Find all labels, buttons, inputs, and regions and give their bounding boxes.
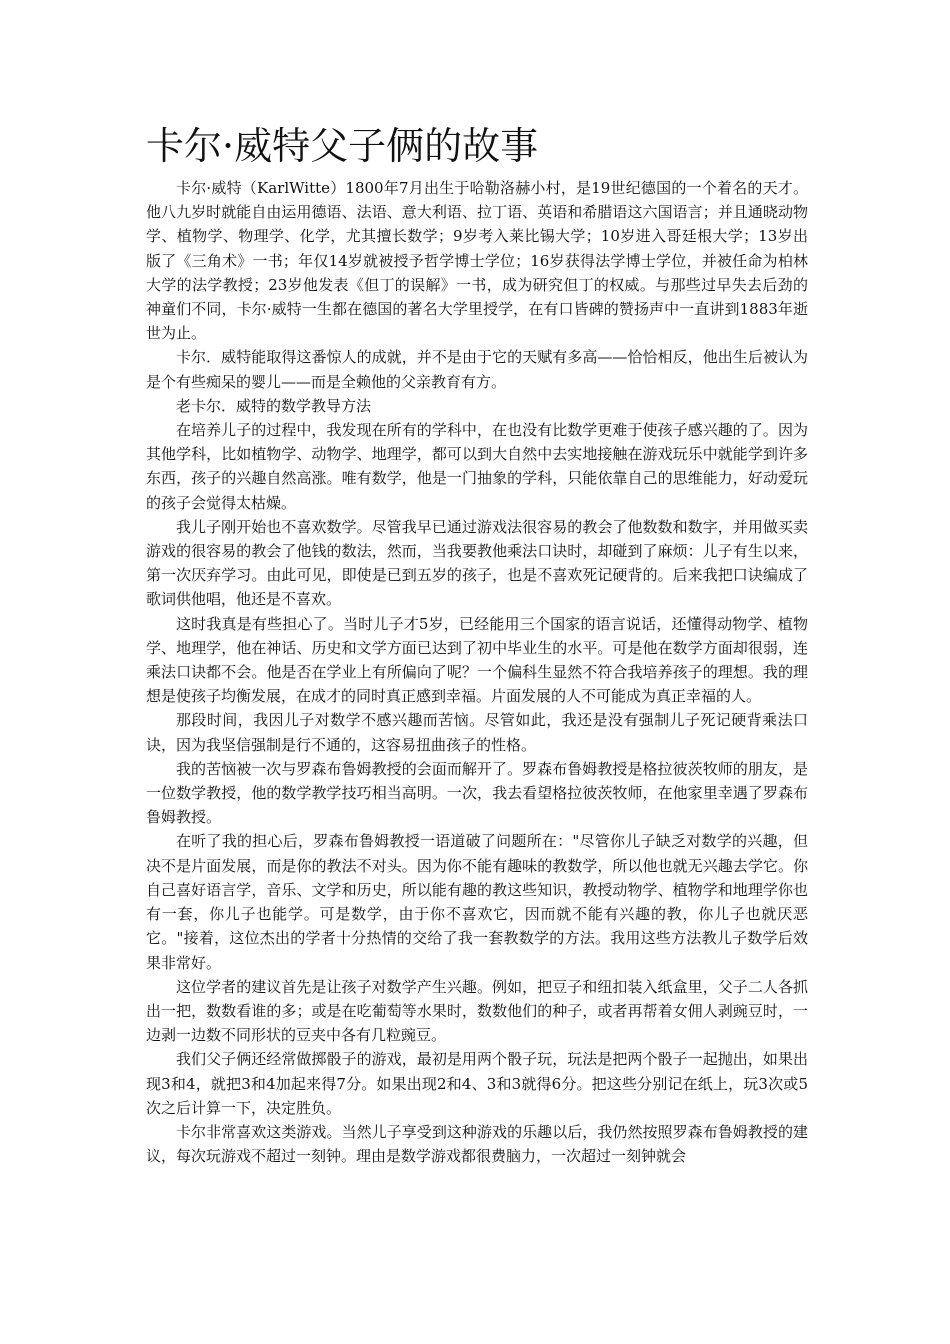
paragraph: 在听了我的担心后，罗森布鲁姆教授一语道破了问题所在："尽管你儿子缺乏对数学的兴趣，但决不是片面发展，而是你的教法不对头。因为你不能有趣味的教数学，所以他也就无兴趣去学它。你自己喜好语言学，音乐、文学和历史，所以能有趣的教这些知识，教授动物学、植物学和地理学你也有一套，你儿子也能学。可是数学，由于你不喜欢它，因而就不能有兴趣的教，你儿子也就厌恶它。"接着，这位杰出的学者十分热情的交给了我一套教数学的方法。我用这些方法教儿子数学后效果非常好。 bbox=[146, 832, 808, 972]
document-page bbox=[146, 118, 808, 1168]
paragraph: 我们父子俩还经常做掷骰子的游戏，最初是用两个骰子玩，玩法是把两个骰子一起抛出，如果出现3和4，就把3和4加起来得7分。如果出现2和4、3和3就得6分。把这些分别记在纸上，玩3次或5次之后计算一下，决定胜负。 bbox=[146, 1050, 808, 1117]
document-title: 卡尔·威特父子俩的故事 bbox=[146, 124, 539, 168]
paragraph: 这位学者的建议首先是让孩子对数学产生兴趣。例如，把豆子和纽扣装入纸盒里，父子二人各抓出一把，数数看谁的多；或是在吃葡萄等水果时，数数他们的种子，或者再帮着女佣人剥豌豆时，一边剥一边数不同形状的豆夹中各有几粒豌豆。 bbox=[146, 977, 808, 1045]
section-heading: 老卡尔．威特的数学教导方法 bbox=[176, 396, 372, 415]
paragraph: 我的苦恼被一次与罗森布鲁姆教授的会面而解开了。罗森布鲁姆教授是格拉彼茨牧师的朋友，是一位数学教授，他的数学教学技巧相当高明。一次，我去看望格拉彼茨牧师，在他家里幸遇了罗森布鲁姆教授。 bbox=[146, 759, 808, 827]
paragraph: 在培养儿子的过程中，我发现在所有的学科中，在也没有比数学更难于使孩子感兴趣的了。因为其他学科，比如植物学、动物学、地理学，都可以到大自然中去实地接触在游戏玩乐中就能学到许多东西，孩子的兴趣自然高涨。唯有数学，他是一门抽象的学科，只能依靠自己的思维能力，好动爱玩的孩子会觉得太枯燥。 bbox=[146, 421, 808, 512]
paragraph: 卡尔非常喜欢这类游戏。当然儿子享受到这种游戏的乐趣以后，我仍然按照罗森布鲁姆教授的建议，每次玩游戏不超过一刻钟。理由是数学游戏都很费脑力，一次超过一刻钟就会 bbox=[146, 1122, 808, 1166]
paragraph-intro: 卡尔·威特（KarlWitte）1800年7月出生于哈勒洛赫小村，是19世纪德国的一个着名的天才。他八九岁时就能自由运用德语、法语、意大利语、拉丁语、英语和希腊语这六国语言；并且通晓动物学、植物学、物理学、化学，尤其擅长数学；9岁考入莱比锡大学；10岁进入哥廷根大学；13岁出版了《三角术》一书；年仅14岁就被授予哲学博士学位；16岁获得法学博士学位，并被任命为柏林大学的法学教授；23岁他发表《但丁的误解》一书，成为研究但丁的权威。与那些过早失去后劲的神童们不同，卡尔·威特一生都在德国的著名大学里授学，在有口皆碑的赞扬声中一直讲到1883年逝世为止。 bbox=[146, 179, 808, 343]
paragraph-achievement: 卡尔．威特能取得这番惊人的成就，并不是由于它的天赋有多高——恰恰相反，他出生后被认为是个有些痴呆的婴儿——而是全赖他的父亲教育有方。 bbox=[146, 348, 808, 391]
paragraph: 我儿子刚开始也不喜欢数学。尽管我早已通过游戏法很容易的教会了他数数和数字，并用做买卖游戏的很容易的教会了他钱的数法，然而，当我要教他乘法口诀时，却碰到了麻烦：儿子有生以来，第一次厌弃学习。由此可见，即使是已到五岁的孩子，也是不喜欢死记硬背的。后来我把口诀编成了歌词供他唱，他还是不喜欢。 bbox=[146, 517, 808, 609]
paragraph: 那段时间，我因儿子对数学不感兴趣而苦恼。尽管如此，我还是没有强制儿子死记硬背乘法口诀，因为我坚信强制是行不通的，这容易扭曲孩子的性格。 bbox=[146, 711, 808, 754]
paragraph: 这时我真是有些担心了。当时儿子才5岁，已经能用三个国家的语言说话，还懂得动物学、植物学、地理学，他在神话、历史和文学方面已达到了初中毕业生的水平。可是他在数学方面却很弱，连乘法口诀都不会。他是否在学业上有所偏向了呢？一个偏科生显然不符合我培养孩子的理想。我的理想是使孩子均衡发展，在成才的同时真正感到幸福。片面发展的人不可能成为真正幸福的人。 bbox=[146, 614, 808, 706]
